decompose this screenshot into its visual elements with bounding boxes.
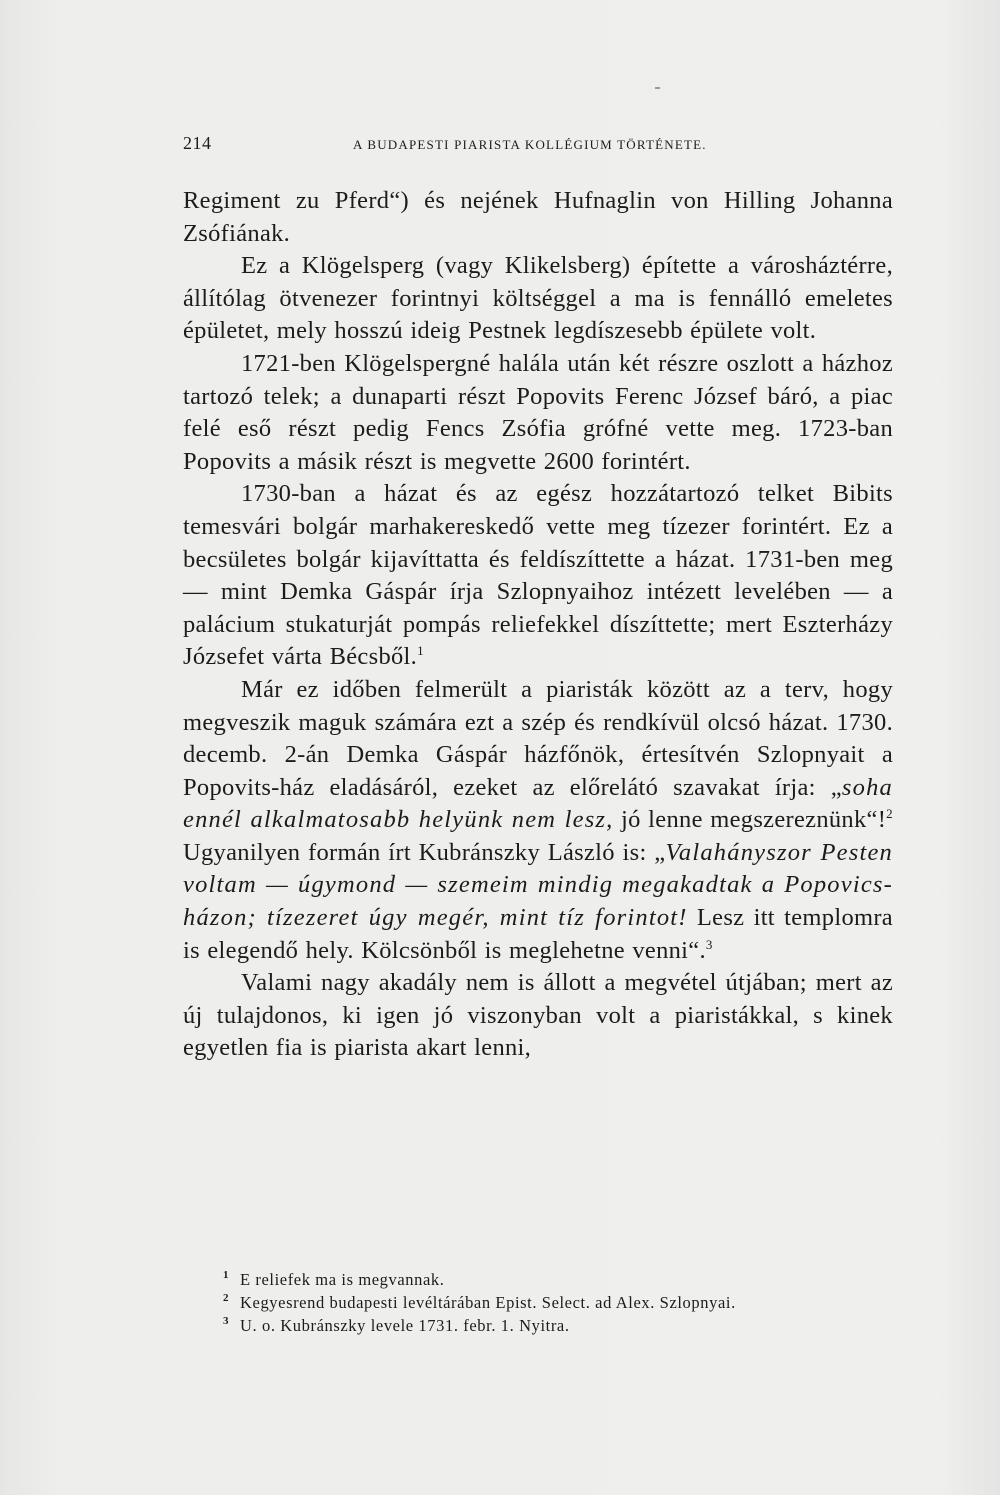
footnote-ref: 2 (886, 806, 893, 822)
paragraph (183, 478, 893, 674)
paragraph-text: 1721-ben Klögelspergné halála után két részre oszlott a házhoz tartozó telek; a dunaparti részt Popovits Ferenc József báró, a piac felé eső részt pedig Fencs Zsófia grófné vette meg. 1723-ban Popovits a másik részt is megvette 2600 forintért. (183, 349, 893, 475)
paragraph-text: jó lenne megszereznünk“! (613, 806, 887, 834)
footnote-ref: 1 (417, 643, 424, 659)
footnote-mark: 3 (223, 1315, 230, 1327)
paragraph (183, 250, 893, 348)
footnotes (223, 1268, 900, 1337)
paragraph-text: Ez a Klögelsperg (vagy Klikelsberg) építette a városháztérre, állítólag ötvenezer forintnyi költséggel a ma is fennálló emeletes épületet, mely hosszú ideig Pestnek legdíszesebb épülete volt. (183, 252, 893, 345)
footnote (223, 1268, 900, 1291)
footnote (223, 1291, 900, 1314)
paper-speck (655, 87, 660, 89)
paragraph (183, 674, 893, 967)
running-title: A BUDAPESTI PIARISTA KOLLÉGIUM TÖRTÉNETE. (353, 137, 707, 152)
paragraph-text: 1730-ban a házat és az egész hozzátartozó telket Bibits temesvári bolgár marhakereskedő vette meg tízezer forintért. Ez a becsületes bolgár kijavíttatta és feldíszíttette a házat. 1731-ben meg — mint Demka Gáspár írja Szlopnyaihoz intézett levelében — a palácium stukaturját pompás reliefekkel díszíttette; mert Eszterházy Józsefet várta Bécsből. (183, 480, 893, 671)
paragraph (183, 348, 893, 478)
paragraph-text: Valami nagy akadály nem is állott a megvétel útjában; mert az új tulajdonos, ki igen jó viszonyban volt a piaristákkal, s kinek egyetlen fia is piarista akart lenni, (183, 969, 893, 1062)
quotation: soha ennél alkalmatosabb helyünk nem lesz, (183, 773, 893, 834)
paragraph-text: Ugyanilyen formán írt Kubránszky László is: „ (183, 838, 666, 866)
footnote-mark: 2 (223, 1292, 230, 1304)
quotation: Valahányszor Pesten voltam — úgymond — szemeim mindig megakadtak a Popovics-házon; tízezeret úgy megér, mint tíz forintot! (183, 838, 893, 932)
body-text (183, 185, 893, 1065)
footnote-text: Kegyesrend budapesti levéltárában Epist. Select. ad Alex. Szlopnyai. (240, 1293, 736, 1312)
paragraph-text: Lesz itt templomra is elegendő hely. Kölcsönből is meglehetne venni“. (183, 904, 893, 964)
footnote-ref: 3 (705, 936, 713, 952)
footnote-text: U. o. Kubránszky levele 1731. febr. 1. Nyitra. (240, 1316, 570, 1335)
footnote-mark: 1 (223, 1269, 230, 1281)
paragraph-continuation (183, 185, 893, 250)
footnote (223, 1314, 900, 1337)
paragraph-text: Már ez időben felmerült a piaristák között az a terv, hogy megveszik maguk számára ezt a szép és rendkívül olcsó házat. 1730. decemb. 2-án Demka Gáspár házfőnök, értesítvén Szlopnyait a Popovits-ház eladásáról, ezeket az előrelátó szavakat írja: „ (183, 675, 893, 801)
paragraph (183, 967, 893, 1065)
page-number: 214 (183, 133, 212, 153)
paragraph-text: Regiment zu Pferd“) és nejének Hufnaglin von Hilling Johanna Zsófiának. (183, 187, 893, 247)
footnote-text: E reliefek ma is megvannak. (240, 1270, 445, 1289)
running-head (183, 133, 893, 155)
